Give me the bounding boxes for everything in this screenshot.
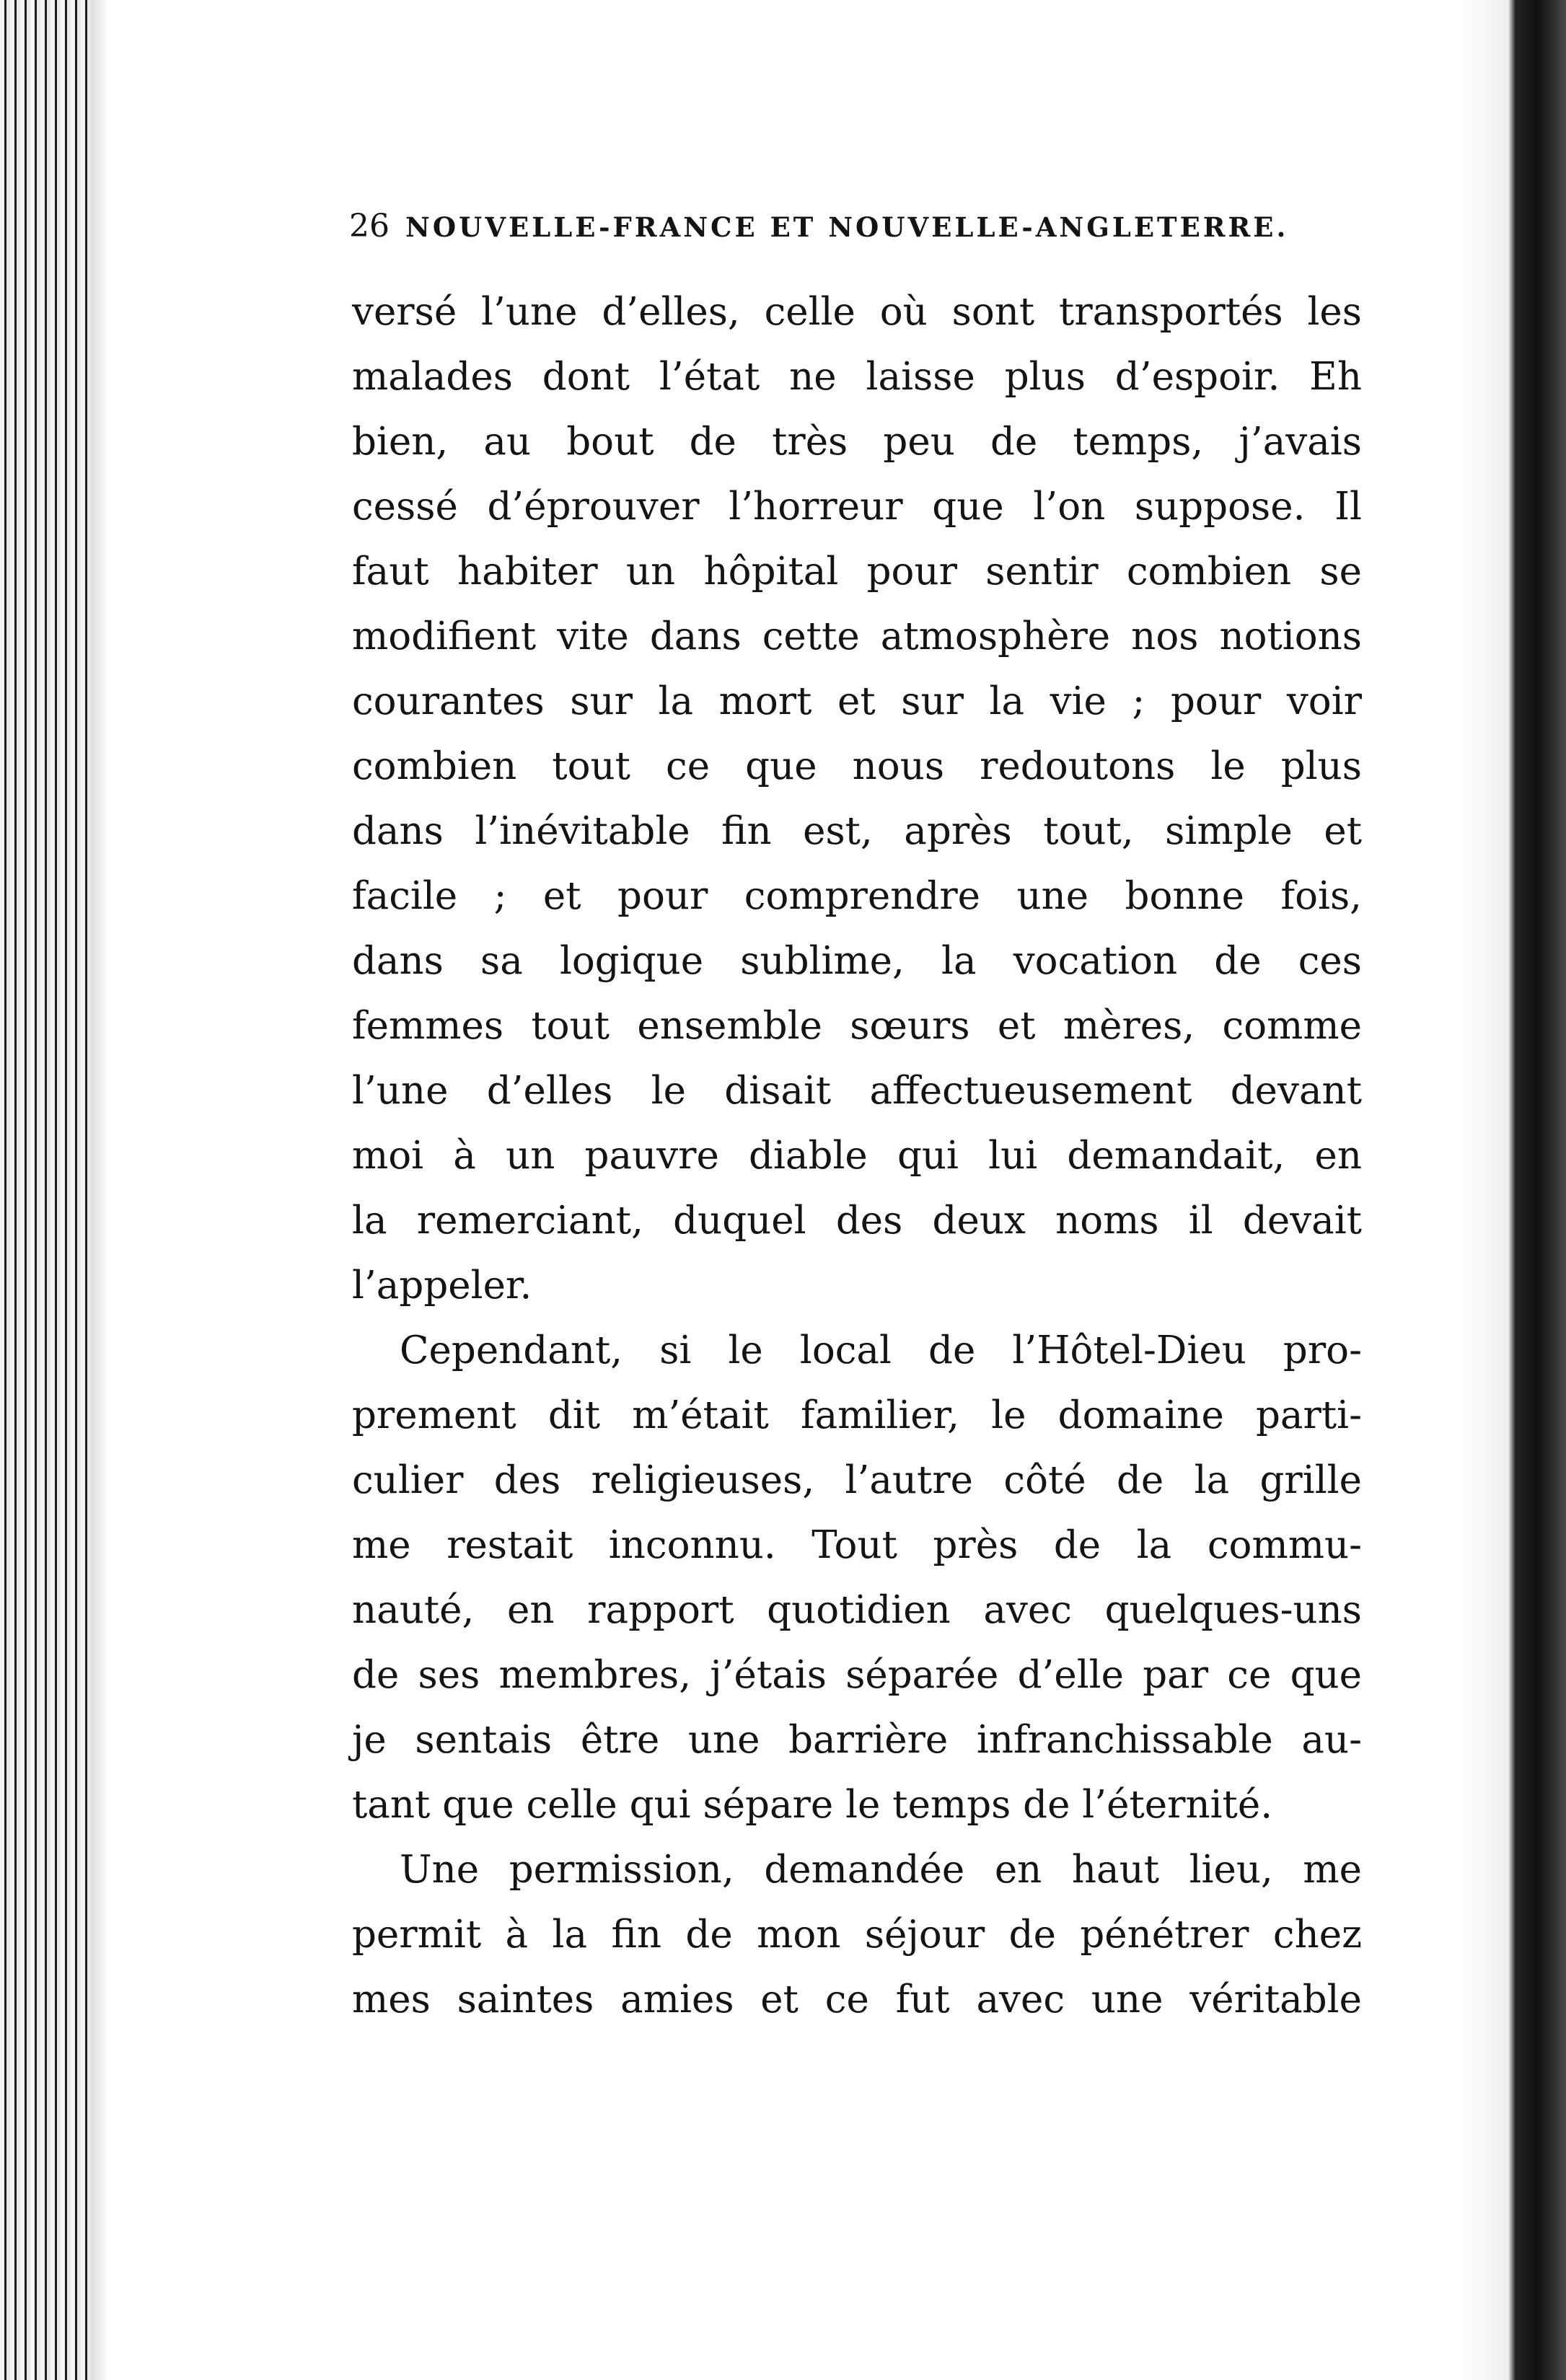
running-title: NOUVELLE-FRANCE ET NOUVELLE-ANGLETERRE. — [405, 211, 1289, 243]
text-line: me restait inconnu. Tout près de la commu- — [352, 1523, 1362, 1567]
binding-edge — [1458, 0, 1566, 2380]
text-line: mes saintes amies et ce fut avec une véritable — [352, 1978, 1362, 2022]
text-line: femmes tout ensemble sœurs et mères, comme — [352, 1004, 1362, 1048]
text-line: courantes sur la mort et sur la vie ; pour voir — [352, 679, 1362, 723]
page-stack-edge — [0, 0, 91, 2380]
text-line: faut habiter un hôpital pour sentir combien se — [352, 550, 1362, 594]
text-line: culier des religieuses, l’autre côté de la grille — [352, 1458, 1362, 1502]
text-line: l’une d’elles le disait affectueusement devant — [352, 1069, 1362, 1113]
text-line: de ses membres, j’étais séparée d’elle par ce que — [352, 1653, 1362, 1697]
page-number: 26 — [349, 208, 390, 244]
text-line: Une permission, demandée en haut lieu, me — [400, 1848, 1362, 1892]
text-line: cessé d’éprouver l’horreur que l’on suppose. Il — [352, 485, 1362, 529]
text-line: Cependant, si le local de l’Hôtel-Dieu pro- — [400, 1328, 1362, 1372]
text-line: prement dit m’était familier, le domaine parti- — [352, 1393, 1362, 1437]
text-line: malades dont l’état ne laisse plus d’espoir. Eh — [352, 355, 1362, 399]
text-line: dans l’inévitable fin est, après tout, simple et — [352, 809, 1362, 853]
text-line: moi à un pauvre diable qui lui demandait, en — [352, 1134, 1362, 1178]
text-line: l’appeler. — [352, 1264, 532, 1308]
text-line: tant que celle qui sépare le temps de l’éternité. — [352, 1783, 1273, 1827]
body-text — [352, 280, 1362, 2032]
text-line: permit à la fin de mon séjour de pénétrer chez — [352, 1913, 1362, 1957]
text-line: je sentais être une barrière infranchissable au- — [352, 1718, 1362, 1762]
text-line: nauté, en rapport quotidien avec quelques-uns — [352, 1588, 1362, 1632]
text-line: la remerciant, duquel des deux noms il devait — [352, 1199, 1362, 1243]
text-line: versé l’une d’elles, celle où sont transportés les — [352, 290, 1362, 334]
text-line: bien, au bout de très peu de temps, j’avais — [352, 420, 1362, 464]
text-line: facile ; et pour comprendre une bonne fois, — [352, 874, 1362, 918]
text-line: modifient vite dans cette atmosphère nos notions — [352, 614, 1362, 658]
page-gutter-shadow — [91, 0, 108, 2380]
text-line: dans sa logique sublime, la vocation de ces — [352, 939, 1362, 983]
text-line: combien tout ce que nous redoutons le plus — [352, 744, 1362, 788]
running-head — [349, 208, 1359, 244]
